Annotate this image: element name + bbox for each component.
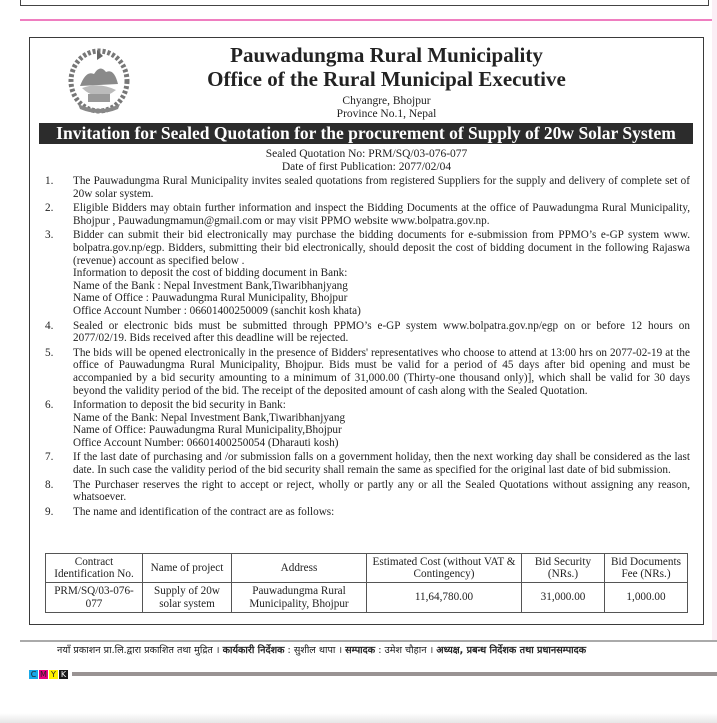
column-header: Name of project: [143, 554, 232, 583]
chair-label: अध्यक्ष, प्रबन्ध निर्देशक तथा प्रधानसम्पादक: [436, 645, 587, 656]
notice-item: [30, 451, 702, 476]
bank-info-heading: Information to deposit the cost of bidding document in Bank:: [73, 267, 348, 280]
page-bottom-shadow: [0, 713, 717, 723]
column-header: Contract Identification No.: [46, 554, 143, 583]
item-text: Eligible Bidders may obtain further information and inspect the Bidding Documents at the office of Pauwadungma Rural Municipality, Bhojpur , Pauwadungmamun@gmail.com or may visit PPMO website www.bolpatra.gov.np.: [73, 202, 690, 227]
footer-divider: [20, 640, 717, 642]
notice-item: [30, 202, 702, 227]
item-number: 5.: [45, 346, 54, 359]
pink-divider: [20, 19, 717, 21]
office-name: Office of the Rural Municipal Executive: [207, 67, 566, 91]
item-text: If the last date of purchasing and /or submission falls on a government holiday, then the next working day shall be considered as the last date. In such case the validity period of the bid security shall remain the same as specified for the original last date of bid submission.: [73, 451, 690, 477]
editor-label: सम्पादक: [345, 645, 376, 656]
publisher-text: नयाँ प्रकाशन प्रा.लि.द्वारा प्रकाशित तथा मुद्रित ।: [57, 645, 220, 656]
account-number: Office Account Number : 06601400250009 (sanchit kosh khata): [73, 304, 361, 317]
column-header: Bid Security (NRs.): [522, 554, 605, 583]
item-text: Sealed or electronic bids must be submitted through PPMO’s e-GP system www.bolpatra.gov.np/egp on or before 12 hours on 2077/02/19. Bids received after this deadline will be rejected.: [73, 319, 690, 345]
table-cell: 1,000.00: [605, 583, 688, 613]
office-name-line: Name of Office : Pauwadungma Rural Municipality, Bhojpur: [73, 292, 348, 305]
notice-item: [30, 320, 702, 345]
notice-item: [30, 479, 702, 504]
notice-item: [30, 175, 702, 200]
column-header: Address: [232, 554, 367, 583]
imprint-line: [57, 644, 717, 658]
table-cell: PRM/SQ/03-076-077: [46, 583, 143, 613]
publication-date: Date of first Publication: 2077/02/04: [281, 161, 452, 173]
office-name-line: Name of Office: Pauwadungma Rural Municipality,Bhojpur: [73, 424, 342, 437]
column-header: Bid Documents Fee (NRs.): [605, 554, 688, 583]
cmyk-cyan: C: [30, 670, 37, 679]
notice-frame: [29, 37, 704, 625]
item-number: 6.: [45, 399, 54, 412]
bank-name: Name of the Bank: Nepal Investment Bank,Tiwaribhanjyang: [73, 411, 346, 424]
security-info-heading: Information to deposit the bid security in Bank:: [73, 399, 286, 412]
notice-title-banner: Invitation for Sealed Quotation for the procurement of Supply of 20w Solar System: [39, 123, 693, 144]
previous-notice-frame: [20, 0, 709, 6]
item-number: 1.: [45, 175, 54, 187]
municipality-name: Pauwadungma Rural Municipality: [230, 43, 543, 67]
exec-name: : सुशील थापा ।: [287, 645, 343, 656]
item-text: The bids will be opened electronically in the presence of Bidders' representatives who choose to attend at 13:00 hrs on 2077-02-19 at the office of Pauwadungma Rural Municipality, Bhojpur. Bids must be valid for a period of 45 days after bid opening and must be accompanied by a bid security amounting to a minimum of 31,000.00 (Thirty-one thousand only)], which shall be valid for 30 days beyond the validity period of the bid. The receipt of the deposited amount of cash along with the Sealed Quotation.: [73, 346, 690, 397]
table-row: [46, 583, 688, 613]
bank-name: Name of the Bank : Nepal Investment Bank,Tiwaribhanjyang: [73, 279, 348, 292]
quotation-number: Sealed Quotation No: PRM/SQ/03-076-077: [265, 148, 468, 160]
notice-item: [30, 399, 702, 449]
cmyk-yellow: Y: [49, 670, 58, 679]
notice-item: [30, 229, 702, 317]
editor-name: : उमेश चौहान ।: [378, 645, 434, 656]
item-number: 2.: [45, 202, 54, 215]
item-number: 9.: [45, 505, 54, 518]
address-line-2: Province No.1, Nepal: [336, 108, 437, 120]
table-cell: Pauwadungma Rural Municipality, Bhojpur: [232, 583, 367, 613]
address-line-1: Chyangre, Bhojpur: [342, 95, 431, 107]
item-number: 8.: [45, 478, 54, 491]
contract-table: [45, 553, 688, 613]
table-cell: 31,000.00: [522, 583, 605, 613]
item-number: 4.: [45, 319, 54, 332]
table-header-row: [46, 554, 688, 583]
item-text: Bidder can submit their bid electronically may purchase the bidding documents for e-submission from PPMO’s e-GP system www. bolpatra.gov.np/egp. Bidders, submitting their bid electronically, should deposit the cost of bidding document in the following Rajaswa (revenue) account as specified below .: [73, 229, 690, 267]
item-number: 7.: [45, 451, 54, 464]
page-edge-strip: [712, 0, 717, 640]
cmyk-black: K: [60, 670, 67, 679]
cmyk-marks: [29, 670, 68, 679]
notice-item: [30, 506, 702, 519]
registration-bar: [72, 672, 717, 676]
table-cell: Supply of 20w solar system: [143, 583, 232, 613]
item-number: 3.: [45, 229, 54, 242]
item-text: The name and identification of the contract are as follows:: [73, 505, 335, 518]
item-text: The Pauwadungma Rural Municipality invites sealed quotations from registered Suppliers for the supply and delivery of complete set of 20w solar system.: [73, 175, 690, 200]
notice-items: [30, 175, 702, 520]
cmyk-magenta: M: [40, 670, 47, 679]
table-cell: 11,64,780.00: [367, 583, 522, 613]
exec-label: कार्यकारी निर्देशक: [222, 645, 285, 656]
notice-item: [30, 347, 702, 397]
account-number: Office Account Number: 06601400250054 (Dharauti kosh): [73, 436, 339, 449]
item-text: The Purchaser reserves the right to accept or reject, wholly or partly any or all the Sealed Quotations without assigning any reason, whatsoever.: [73, 478, 690, 504]
column-header: Estimated Cost (without VAT & Contingency): [367, 554, 522, 583]
